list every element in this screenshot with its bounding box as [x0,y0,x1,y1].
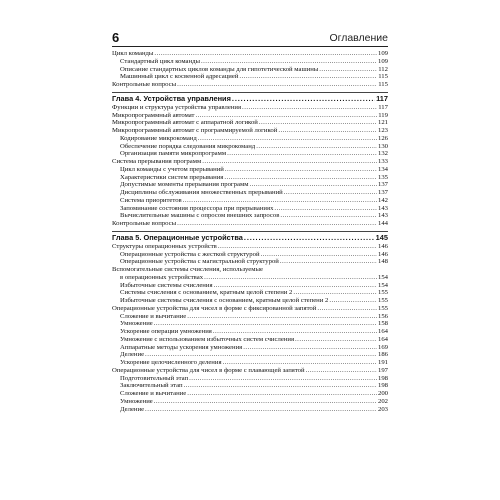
toc-entry-page: 123 [377,127,388,134]
toc-entry-title: Стандартный цикл команды [120,57,200,65]
dot-leader [278,127,377,135]
toc-entry[interactable] [112,174,388,182]
toc-entry[interactable] [112,119,388,127]
toc-entry-title: Микропрограммный автомат [112,111,195,119]
toc-entry[interactable] [112,112,388,120]
toc-chapter-heading[interactable] [112,93,388,104]
toc-entry-page: 115 [378,73,388,81]
toc-entry[interactable] [112,73,388,81]
toc-entry[interactable] [112,158,388,166]
dot-leader [204,274,377,282]
dot-leader [198,135,377,143]
dot-leader [224,174,377,182]
dot-leader [214,282,377,290]
toc-entry[interactable] [112,220,388,228]
toc-entry[interactable] [112,351,388,359]
toc-entry-title: Контрольные вопросы [112,81,177,88]
toc-entry-page: 137 [377,181,388,189]
toc-entry-title: Умножение [120,320,153,328]
dot-leader [244,232,375,243]
toc-entry[interactable] [112,313,388,321]
toc-entry-title: Системы счисления с основанием, кратным целой степени 2 [120,289,293,297]
toc-entry-page: 155 [377,297,388,304]
dot-leader [319,66,377,74]
toc-entry-title: Умножение с использованием избыточных систем счисления [120,335,295,343]
dot-leader [183,197,377,205]
toc-entry-page: 132 [377,150,388,158]
dot-leader [218,243,377,251]
toc-entry[interactable] [112,205,388,213]
dot-leader [177,220,377,228]
toc-entry[interactable] [112,390,388,398]
dot-leader [145,351,377,359]
toc-entry-page: 158 [377,320,388,328]
dot-leader [227,150,377,158]
toc-entry[interactable] [112,406,388,414]
toc-entry-title: Ускорение операции умножения [120,328,212,335]
toc-entry-page: 143 [377,204,388,212]
toc-entry-title: Заключительный этап [120,382,183,390]
toc-entry-title: Операционные устройства для чисел в форме с фиксированной запятой [112,304,317,312]
dot-leader [249,181,377,189]
toc-entry-page: 146 [377,242,388,250]
toc-entry-title: Деление [120,405,145,413]
toc-entry-page: 109 [377,57,388,65]
dot-leader [317,305,377,313]
toc-entry-page: 155 [377,289,388,297]
toc-entry-title: Машинный цикл с косвенной адресацией [120,73,239,81]
toc-entry[interactable] [112,166,388,174]
toc-entry-title: Структуры операционных устройств [112,242,217,250]
toc-entry-title: Микропрограммный автомат с аппаратной логикой [112,119,258,127]
toc-entry-page: 202 [377,397,388,405]
page-number: 6 [112,30,120,45]
toc-entry[interactable] [112,189,388,197]
toc-entry[interactable] [112,375,388,383]
dot-leader [202,158,377,166]
toc-entry-page: 164 [377,328,388,335]
toc-entry-title: Система прерывания программ [112,158,202,165]
toc-entry-page: 169 [377,343,388,351]
dot-leader [329,297,377,305]
toc-entry[interactable] [112,150,388,158]
toc-entry-page: 133 [377,158,388,165]
toc-entry-title: Описание стандартных циклов команды для гипотетической машины [120,65,319,73]
toc-entry[interactable] [112,66,388,74]
toc-entry-title: Избыточные системы счисления с основанием, кратным целой степени 2 [120,297,329,304]
dot-leader [284,189,377,197]
toc-entry-page: 142 [377,196,388,204]
dot-leader [243,344,377,352]
toc-entry-page: 135 [377,173,388,181]
dot-leader [306,367,377,375]
toc-entry-page: 154 [377,281,388,289]
toc-entry-title: в операционных устройствах [120,273,204,281]
toc-entry[interactable] [112,320,388,328]
toc-entry[interactable] [112,81,388,89]
dot-leader [195,112,377,120]
toc-entry-page: 156 [377,312,388,320]
toc-entry-page: 197 [377,366,388,374]
toc-entry[interactable] [112,398,388,406]
dot-leader [201,58,377,66]
toc-entry-page: 126 [377,134,388,142]
toc-chapter-heading[interactable] [112,232,388,243]
toc-entry-title: Сложение и вычитание [120,390,187,397]
dot-leader [274,205,377,213]
dot-leader [177,81,377,89]
toc-entry-page: 130 [377,142,388,150]
toc-entry-page: 117 [376,93,388,103]
toc-entry-title: Кодирование микрокоманд [120,134,197,142]
running-title: Оглавление [329,32,388,44]
toc-entry-page: 144 [377,220,388,227]
toc-entry[interactable] [112,243,388,251]
toc-entry-title: Функции и структура устройства управления [112,103,242,111]
toc-entry-title: Умножение [120,397,153,405]
toc-entry[interactable] [112,282,388,290]
toc-entry[interactable] [112,197,388,205]
toc-entry-title: Избыточные системы счисления [120,281,213,289]
toc-entry-page: 154 [377,273,388,281]
toc-entry-title: Допустимые моменты прерывания программ [120,181,249,189]
toc-entry[interactable] [112,266,388,274]
toc-entry[interactable] [112,328,388,336]
dot-leader [187,390,377,398]
dot-leader [293,289,377,297]
toc-entry[interactable] [112,135,388,143]
dot-leader [261,251,377,259]
toc-entry-title: Глава 4. Устройства управления [112,93,231,103]
dot-leader [154,50,377,58]
toc-entry[interactable] [112,104,388,112]
toc-entry-title: Сложение и вычитание [120,312,187,320]
toc-entry[interactable] [112,181,388,189]
toc-entry[interactable] [112,258,388,266]
toc-entry[interactable] [112,382,388,390]
toc-entry-title: Вычислительные машины с опросом внешних запросов [120,212,280,220]
toc-entry[interactable] [112,297,388,305]
dot-leader [145,406,377,414]
dot-leader [223,359,377,367]
toc-entry-title: Подготовительный этап [120,374,189,382]
toc-entry-page: 186 [377,351,388,359]
toc-entry-page: 117 [378,103,388,111]
toc-entry-page: 134 [377,165,388,173]
toc-entry-page: 121 [377,119,388,127]
dot-leader [184,382,377,390]
toc-entry-page: 115 [378,81,388,88]
toc-entry-page: 146 [377,250,388,258]
dot-leader [239,73,377,81]
dot-leader [213,328,377,336]
toc-entry[interactable] [112,143,388,151]
toc-entry[interactable] [112,344,388,352]
toc-entry-page: 198 [377,382,388,390]
toc-entry-title: Глава 5. Операционные устройства [112,232,243,242]
dot-leader [232,93,375,104]
dot-leader [154,320,377,328]
toc-entry-title: Запоминание состояния процессора при прерываниях [120,204,274,212]
toc-entry[interactable] [112,289,388,297]
toc-entry-page: 119 [378,111,388,119]
toc-entry-title: Цикл команды [112,50,154,57]
toc-entry[interactable] [112,251,388,259]
toc-entry-title: Деление [120,351,145,359]
toc-entry-title: Аппаратные методы ускорения умножения [120,343,243,351]
toc-entry[interactable] [112,127,388,135]
toc-entry-title: Характеристики систем прерывания [120,173,224,181]
dot-leader [280,212,377,220]
toc-entry-title: Контрольные вопросы [112,220,177,227]
toc-entry[interactable] [112,274,388,282]
table-of-contents [112,50,388,413]
toc-entry[interactable] [112,50,388,58]
toc-entry[interactable] [112,359,388,367]
toc-entry-page: 200 [377,390,388,397]
toc-entry[interactable] [112,367,388,375]
toc-entry-title: Микропрограммный автомат с программируемой логикой [112,127,278,134]
toc-entry-page: 203 [377,405,388,413]
dot-leader [259,119,377,127]
toc-entry-title: Обеспечение порядка следования микрокоманд [120,142,256,150]
dot-leader [280,258,377,266]
toc-entry[interactable] [112,58,388,66]
toc-entry-title: Организация памяти микропрограмм [120,150,227,158]
toc-entry-page: 198 [377,374,388,382]
toc-entry-title: Ускорение целочисленного деления [120,359,222,366]
toc-entry-title: Цикл команды с учетом прерываний [120,165,224,173]
toc-entry-title: Вспомогательные системы счисления, используемые [112,266,263,273]
dot-leader [295,336,377,344]
toc-entry-title: Система приоритетов [120,196,182,204]
toc-entry-page: 145 [375,232,388,242]
toc-entry-page: 148 [377,258,388,266]
toc-entry-page: 112 [378,65,388,73]
toc-entry-page: 109 [377,50,388,57]
toc-entry-page: 137 [377,189,388,196]
toc-entry-title: Дисциплины обслуживания множественных прерываний [120,189,283,196]
toc-entry-page: 164 [377,335,388,343]
toc-entry-page: 191 [377,359,388,366]
dot-leader [154,398,377,406]
toc-entry[interactable] [112,336,388,344]
dot-leader [256,143,377,151]
toc-entry[interactable] [112,212,388,220]
toc-entry-title: Операционные устройства для чисел в форме с плавающей запятой [112,366,305,374]
dot-leader [187,313,377,321]
dot-leader [189,375,377,383]
toc-entry-title: Операционные устройства с магистральной структурой [120,258,279,266]
toc-entry-title: Операционные устройства с жесткой структурой [120,250,260,258]
toc-entry-page: 155 [377,304,388,312]
dot-leader [225,166,377,174]
toc-entry[interactable] [112,305,388,313]
header-rule [112,46,388,47]
dot-leader [242,104,377,112]
toc-entry-page: 143 [377,212,388,220]
